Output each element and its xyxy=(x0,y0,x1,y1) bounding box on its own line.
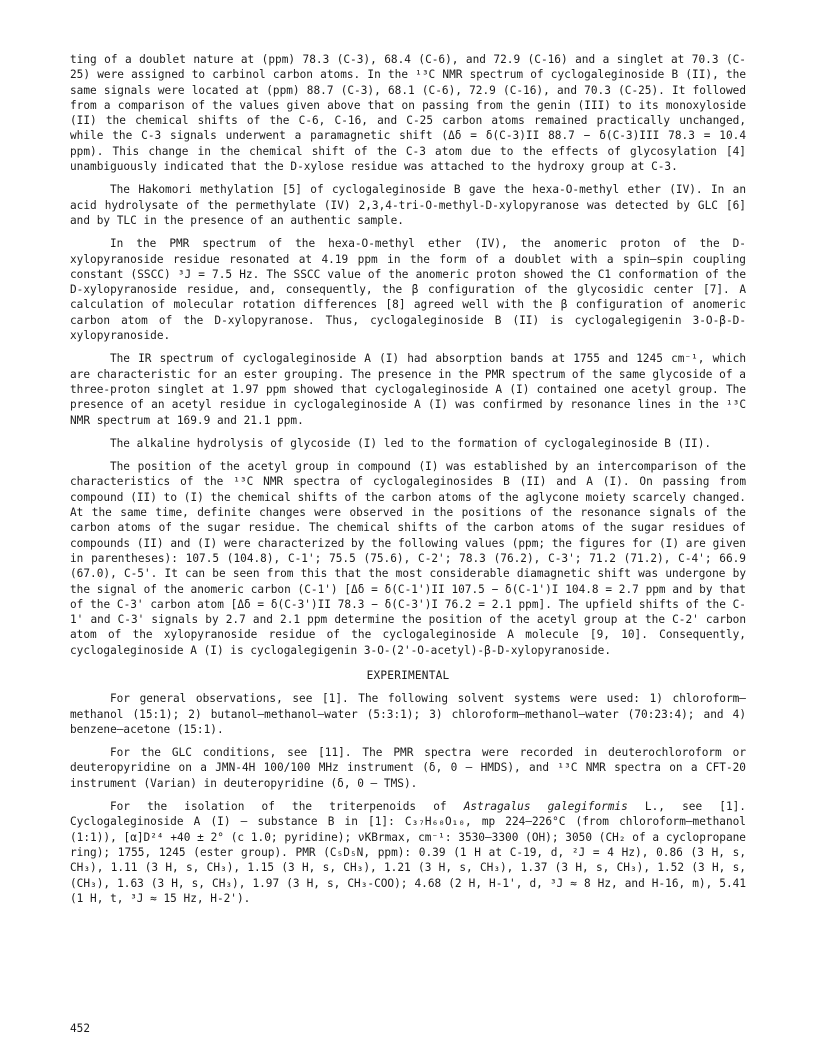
experimental-text: L., see [1]. Cyclogaleginoside A (I) — substance B in [1]: C₃₇H₆₀O₁₀, mp 224–226°C (from chloroform–methanol (1:1)), [α]D²⁴ +40 ± 2° (c 1.0; pyridine); νKBrmax, cm⁻¹: 3530–3300 (OH); 3050 (CH₂ of a cyclopropane ring); 1755, 1245 (ester group). PMR (C₅D₅N, ppm): 0.39 (1 H at C-19, d, ²J = 4 Hz), 0.86 (3 H, s, CH₃), 1.11 (3 H, s, CH₃), 1.15 (3 H, s, CH₃), 1.21 (3 H, s, CH₃), 1.37 (3 H, s, CH₃), 1.52 (3 H, s, (CH₃), 1.63 (3 H, s, CH₃), 1.97 (3 H, s, CH₃-COO); 4.68 (2 H, H-1', d, ³J ≈ 8 Hz, and H-16, m), 5.41 (1 H, t, ³J ≈ 15 Hz, H-2'). xyxy=(70,800,746,905)
article-body xyxy=(70,52,746,914)
experimental-paragraph xyxy=(70,799,746,906)
body-paragraph: The alkaline hydrolysis of glycoside (I) led to the formation of cyclogaleginoside B (II). xyxy=(109,436,712,450)
experimental-paragraph: For the GLC conditions, see [11]. The PMR spectra were recorded in deuterochloroform or deuteropyridine on a JMN-4H 100/100 MHz instrument (δ, 0 — HMDS), and ¹³C NMR spectra on a CFT-20 instrument (Varian) in deuteropyridine (δ, 0 — TMS). xyxy=(70,746,746,790)
experimental-paragraph: For general observations, see [1]. The following solvent systems were used: 1) chloroform–methanol (15:1); 2) butanol–methanol–water (5:3:1); 3) chloroform–methanol–water (70:23:4); and 4) benzene–acetone (15:1). xyxy=(70,692,746,736)
page-number: 452 xyxy=(70,1022,91,1035)
body-paragraph: The IR spectrum of cyclogaleginoside A (I) had absorption bands at 1755 and 1245 cm⁻¹, which are characteristic for an ester grouping. The presence in the PMR spectrum of the same glycoside of a three-proton singlet at 1.97 ppm showed that cyclogaleginoside A (I) contained one acetyl group. The presence of an acetyl residue in cyclogaleginoside A (I) was confirmed by resonance lines in the ¹³C NMR spectrum at 169.9 and 21.1 ppm. xyxy=(70,352,746,427)
experimental-text: For the isolation of the triterpenoids of xyxy=(109,800,464,814)
species-name: Astragalus galegiformis xyxy=(463,800,628,814)
body-paragraph: In the PMR spectrum of the hexa-O-methyl ether (IV), the anomeric proton of the D-xylopyranoside residue resonated at 4.19 ppm in the form of a doublet with a spin–spin coupling constant (SSCC) ³J = 7.5 Hz. The SSCC value of the anomeric proton showed the C1 conformation of the D-xylopyranoside residue, and, consequently, the β configuration of the glycosidic center [7]. A calculation of molecular rotation differences [8] agreed well with the β configuration of anomeric carbon atom of the D-xylopyranose. Thus, cyclogaleginoside B (II) is cyclogalegigenin 3-O-β-D-xylopyranoside. xyxy=(70,237,746,343)
body-paragraph: The Hakomori methylation [5] of cyclogaleginoside B gave the hexa-O-methyl ether (IV). In an acid hydrolysate of the permethylate (IV) 2,3,4-tri-O-methyl-D-xylopyranose was detected by GLC [6] and by TLC in the presence of an authentic sample. xyxy=(70,183,746,227)
section-heading: EXPERIMENTAL xyxy=(366,668,450,682)
body-paragraph: The position of the acetyl group in compound (I) was established by an intercomparison of the characteristics of the ¹³C NMR spectra of cyclogaleginosides B (II) and A (I). On passing from compound (II) to (I) the chemical shifts of the carbon atoms of the aglycone moiety scarcely changed. At the same time, definite changes were observed in the positions of the resonance signals of the carbon atoms of the sugar residue. The chemical shifts of the carbon atoms of the sugar residues of compounds (II) and (I) were characterized by the following values (ppm; the figures for (I) are given in parentheses): 107.5 (104.8), C-1'; 75.5 (75.6), C-2'; 78.3 (76.2), C-3'; 71.2 (71.2), C-4'; 66.9 (67.0), C-5'. It can be seen from this that the most considerable diamagnetic shift was undergone by the signal of the anomeric carbon (C-1') [Δδ = δ(C-1')II 107.5 − δ(C-1')I 104.8 = 2.7 ppm and by that of the C-3' carbon atom [Δδ = δ(C-3')II 78.3 − δ(C-3')I 76.2 = 2.1 ppm]. The upfield shifts of the C-1' and C-3' signals by 2.7 and 2.1 ppm determine the position of the acetyl group at the C-2' carbon atom of the xylopyranoside residue of the cyclogaleginoside A molecule [9, 10]. Consequently, cyclogaleginoside A (I) is cyclogalegigenin 3-O-(2'-O-acetyl)-β-D-xylopyranoside. xyxy=(70,460,746,657)
body-paragraph: ting of a doublet nature at (ppm) 78.3 (C-3), 68.4 (C-6), and 72.9 (C-16) and a singlet at 70.3 (C-25) were assigned to carbinol carbon atoms. In the ¹³C NMR spectrum of cyclogaleginoside B (II), the same signals were located at (ppm) 88.7 (C-3), 68.1 (C-6), 72.9 (C-16), and 70.3 (C-25). It followed from a comparison of the values given above that on passing from the genin (III) to its monoxyloside (II) the chemical shifts of the C-6, C-16, and C-25 carbon atoms remained practically unchanged, while the C-3 signals underwent a paramagnetic shift (Δδ = δ(C-3)II 88.7 − δ(C-3)III 78.3 = 10.4 ppm). This change in the chemical shift of the C-3 atom due to the effects of glycosylation [4] unambiguously indicated that the D-xylose residue was attached to the hydroxy group at C-3. xyxy=(70,53,746,174)
